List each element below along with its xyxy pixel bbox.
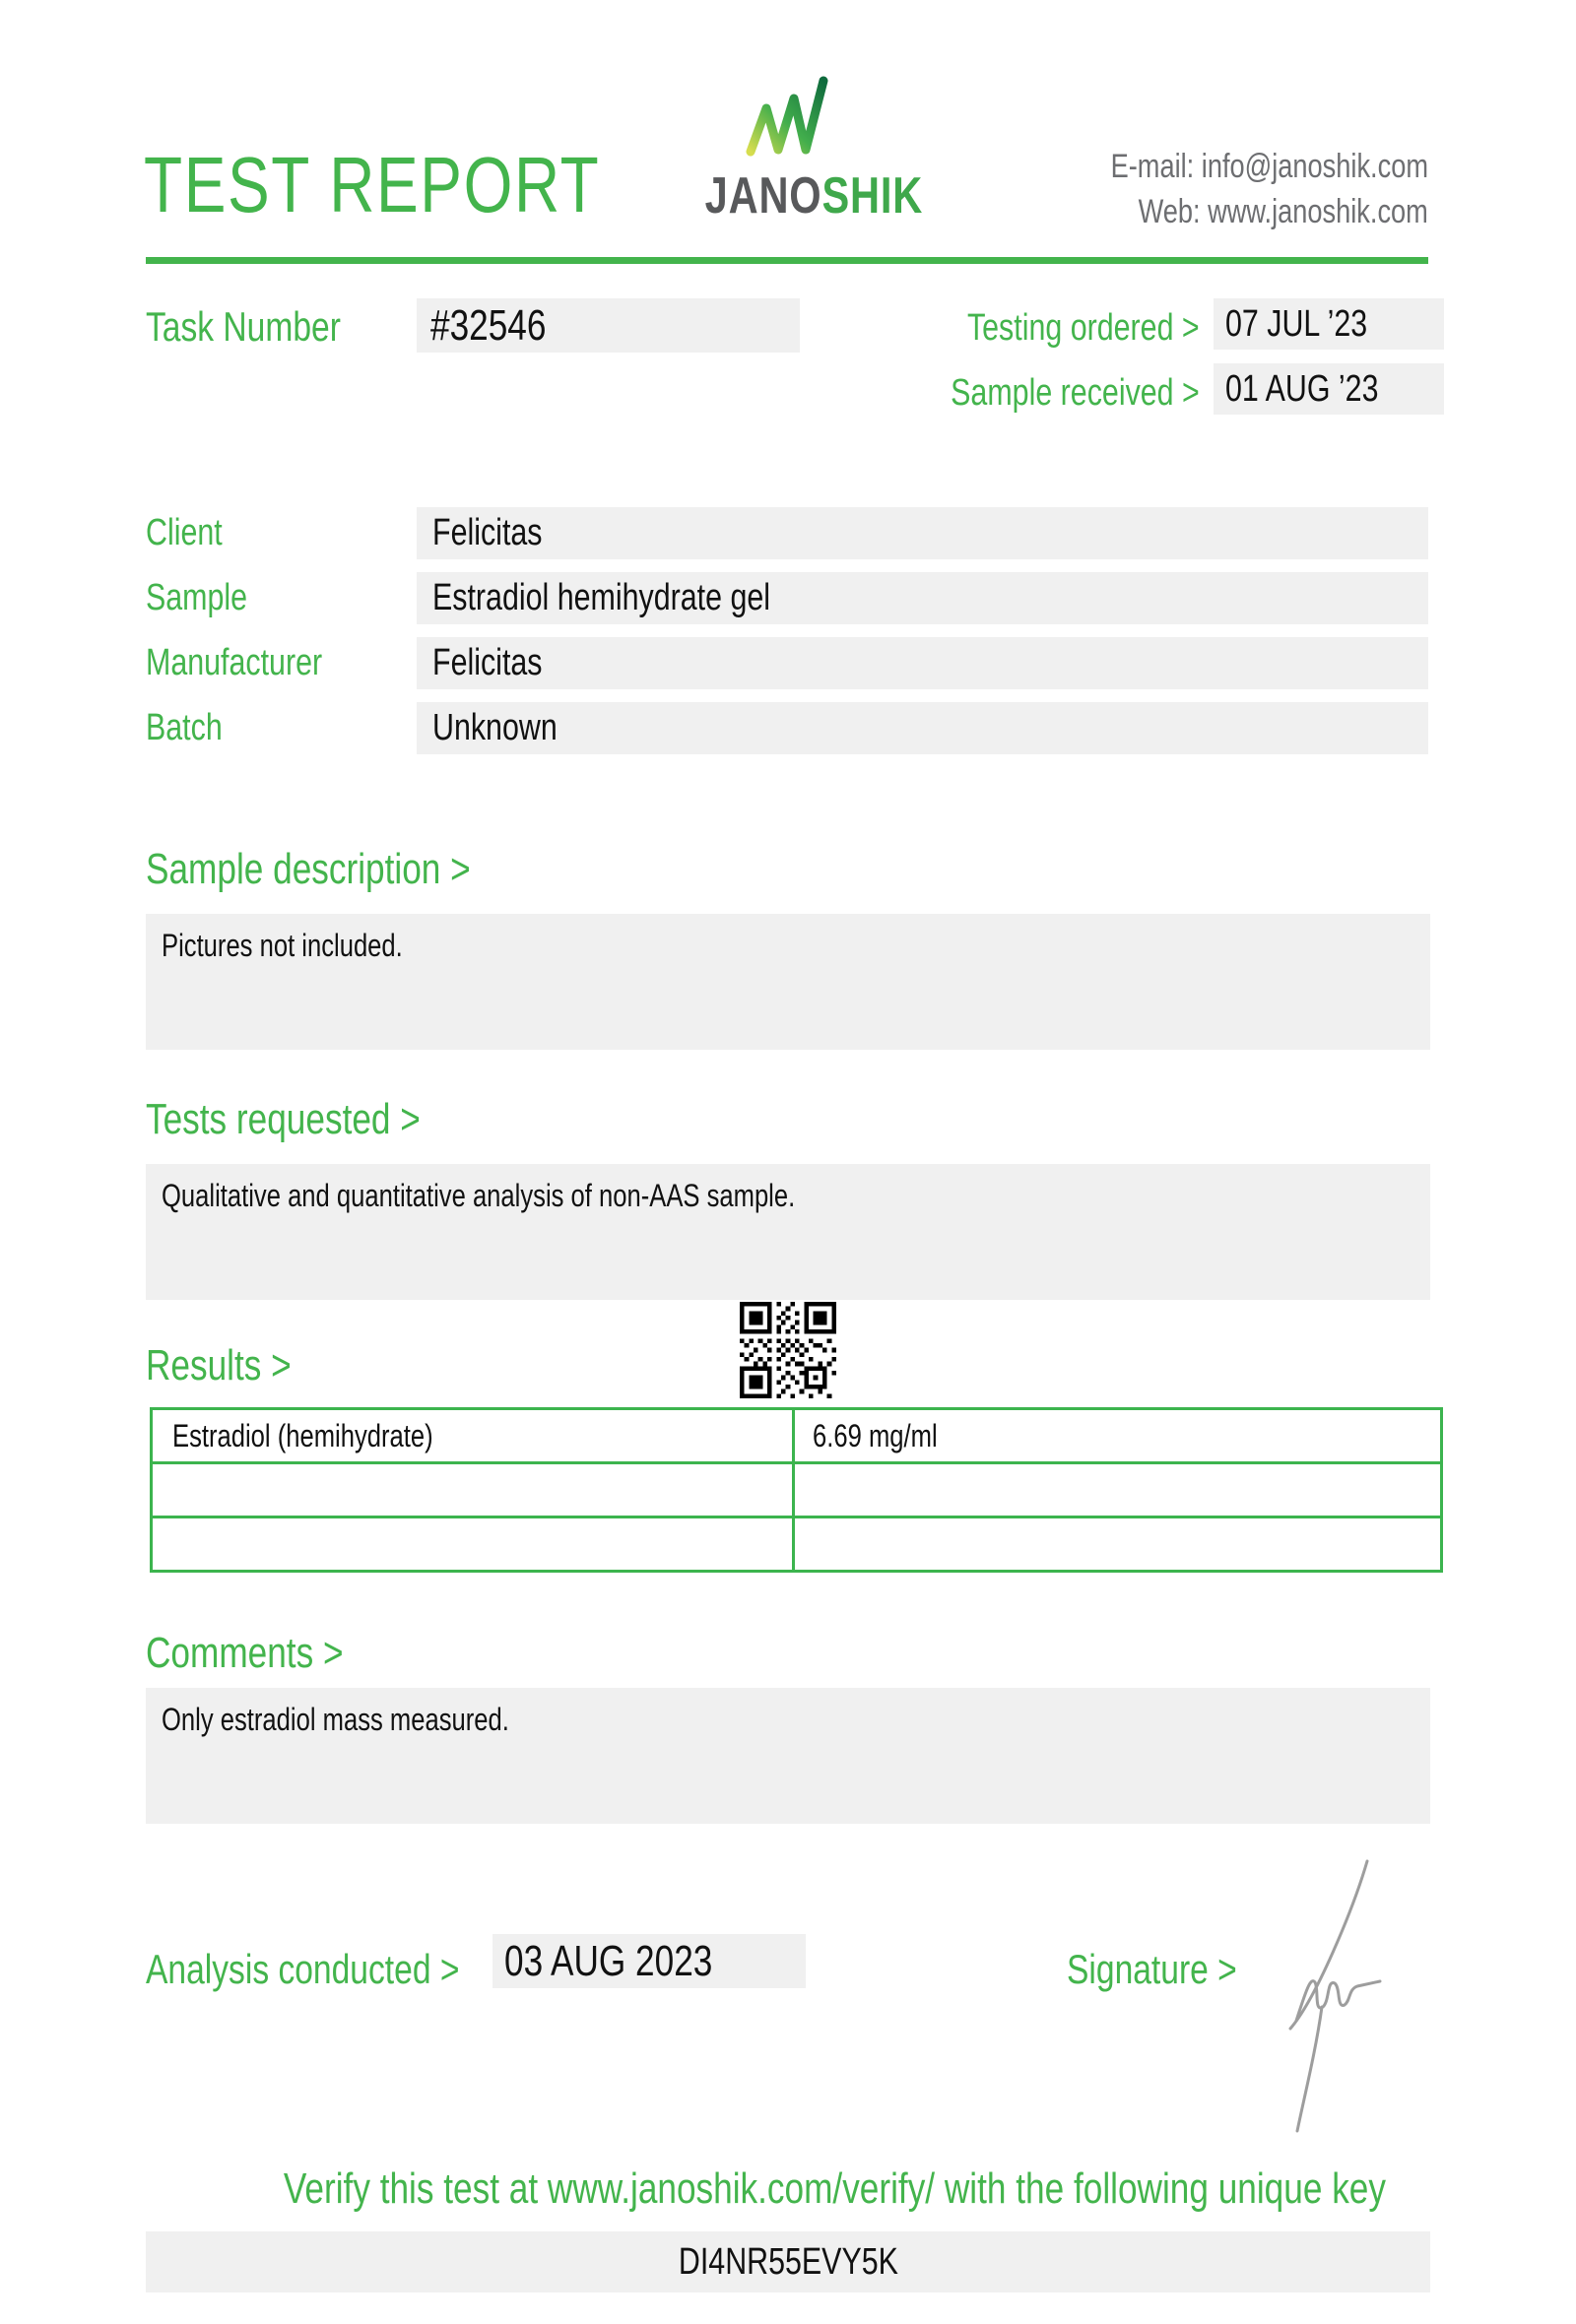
header-divider: [146, 257, 1428, 264]
sample-value: Estradiol hemihydrate gel: [417, 572, 1428, 624]
sample-received-date: 01 AUG ’23: [1214, 363, 1444, 415]
verify-key-value: DI4NR55EVY5K: [146, 2231, 1430, 2292]
batch-value: Unknown: [417, 702, 1428, 754]
results-heading: Results >: [146, 1341, 292, 1389]
analysis-date-value: 03 AUG 2023: [492, 1934, 806, 1988]
logo-shik-text: SHIK: [821, 167, 924, 225]
results-table-row: [153, 1410, 1440, 1461]
testing-ordered-label: Testing ordered >: [967, 307, 1200, 349]
contact-web: Web: www.janoshik.com: [1138, 193, 1428, 230]
info-row-manufacturer: [146, 637, 1428, 689]
info-row-batch: [146, 702, 1428, 754]
result-substance-cell: [153, 1518, 795, 1570]
tests-requested-box: Qualitative and quantitative analysis of non-AAS sample.: [146, 1164, 1430, 1300]
result-value-cell: [795, 1518, 1440, 1570]
results-table: [150, 1407, 1443, 1573]
client-value: Felicitas: [417, 507, 1428, 559]
growth-chart-icon: [745, 69, 843, 160]
info-row-sample: [146, 572, 1428, 624]
result-value-cell: 6.69 mg/ml: [813, 1417, 938, 1453]
sample-received-label: Sample received >: [951, 372, 1200, 414]
info-row-client: [146, 507, 1428, 559]
contact-block: [1031, 144, 1428, 234]
signature-label: Signature >: [1067, 1946, 1237, 1992]
sample-description-box: Pictures not included.: [146, 914, 1430, 1050]
qr-code-icon: [740, 1302, 836, 1398]
testing-ordered-date: 07 JUL ’23: [1214, 298, 1444, 350]
result-substance-cell: Estradiol (hemihydrate): [153, 1410, 795, 1461]
result-value-cell: [795, 1464, 1440, 1516]
page-title-text: TEST REPORT: [144, 141, 601, 228]
result-substance-cell: [153, 1464, 795, 1516]
tests-requested-heading: Tests requested >: [146, 1095, 421, 1143]
manufacturer-value: Felicitas: [417, 637, 1428, 689]
logo-jano-text: JANO: [704, 167, 822, 225]
comments-box: Only estradiol mass measured.: [146, 1688, 1430, 1824]
manufacturer-label: Manufacturer: [146, 642, 323, 683]
task-number-label: Task Number: [146, 303, 341, 350]
batch-label: Batch: [146, 707, 223, 748]
verify-instruction: Verify this test at www.janoshik.com/verify/ with the following unique key: [283, 2164, 1386, 2213]
contact-email: E-mail: info@janoshik.com: [1110, 148, 1428, 185]
analysis-conducted-label: Analysis conducted >: [146, 1946, 460, 1992]
sample-label: Sample: [146, 577, 248, 618]
results-table-row: [153, 1516, 1440, 1570]
signature-scribble: [1269, 1851, 1392, 2142]
sample-info-group: [146, 507, 1428, 767]
sample-description-heading: Sample description >: [146, 845, 471, 893]
janoshik-logo: [678, 69, 924, 226]
client-label: Client: [146, 512, 223, 553]
logo-wordmark: [678, 166, 924, 226]
page-title: [144, 140, 714, 230]
task-number-value: #32546: [417, 298, 800, 353]
results-table-row: [153, 1461, 1440, 1516]
comments-heading: Comments >: [146, 1629, 344, 1677]
